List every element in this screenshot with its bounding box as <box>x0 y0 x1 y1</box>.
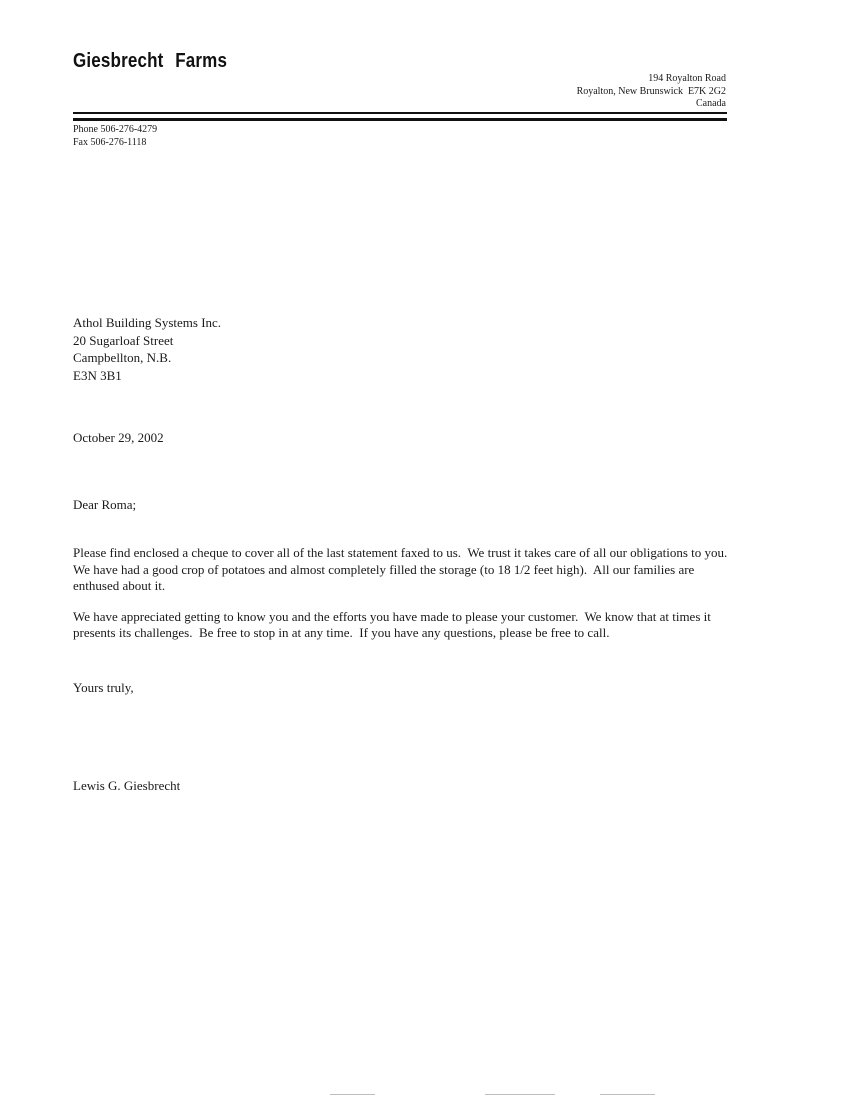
company-address <box>577 73 726 111</box>
address-line: 194 Royalton Road <box>648 73 726 84</box>
letterhead-rule-bottom <box>73 118 727 121</box>
recipient-address <box>73 314 221 384</box>
signer-name: Lewis G. Giesbrecht <box>73 778 181 793</box>
recipient-line: Campbellton, N.B. <box>73 350 172 365</box>
phone-number: Phone 506-276-4279 <box>73 124 158 135</box>
salutation: Dear Roma; <box>73 497 137 512</box>
closing: Yours truly, <box>73 680 134 695</box>
scan-artifact <box>330 1094 375 1095</box>
recipient-line: 20 Sugarloaf Street <box>73 332 174 348</box>
scan-artifact <box>600 1094 655 1095</box>
recipient-line: Athol Building Systems Inc. <box>73 315 222 330</box>
body-paragraph: Please find enclosed a cheque to cover all of the last statement faxed to us. We trust it takes care of all our obligations to you. We have had a good crop of potatoes and almost completely filled the storage (to 18 1/2 feet high). All our families are enthused about it. <box>73 545 734 593</box>
company-name: Giesbrecht Farms <box>73 50 228 72</box>
recipient-line: E3N 3B1 <box>73 367 122 383</box>
contact-info <box>73 124 157 149</box>
address-line: Royalton, New Brunswick E7K 2G2 <box>576 85 726 97</box>
address-line: Canada <box>696 98 726 109</box>
letter-body <box>73 545 733 656</box>
letter-date: October 29, 2002 <box>73 430 164 445</box>
scan-artifact <box>485 1094 555 1095</box>
letterhead-rule-top <box>73 112 727 114</box>
body-paragraph: We have appreciated getting to know you and the efforts you have made to please your customer. We know that at times it presents its challenges. Be free to stop in at any time. If you have any questions, please be free to call. <box>73 608 718 640</box>
fax-number: Fax 506-276-1118 <box>73 136 147 148</box>
